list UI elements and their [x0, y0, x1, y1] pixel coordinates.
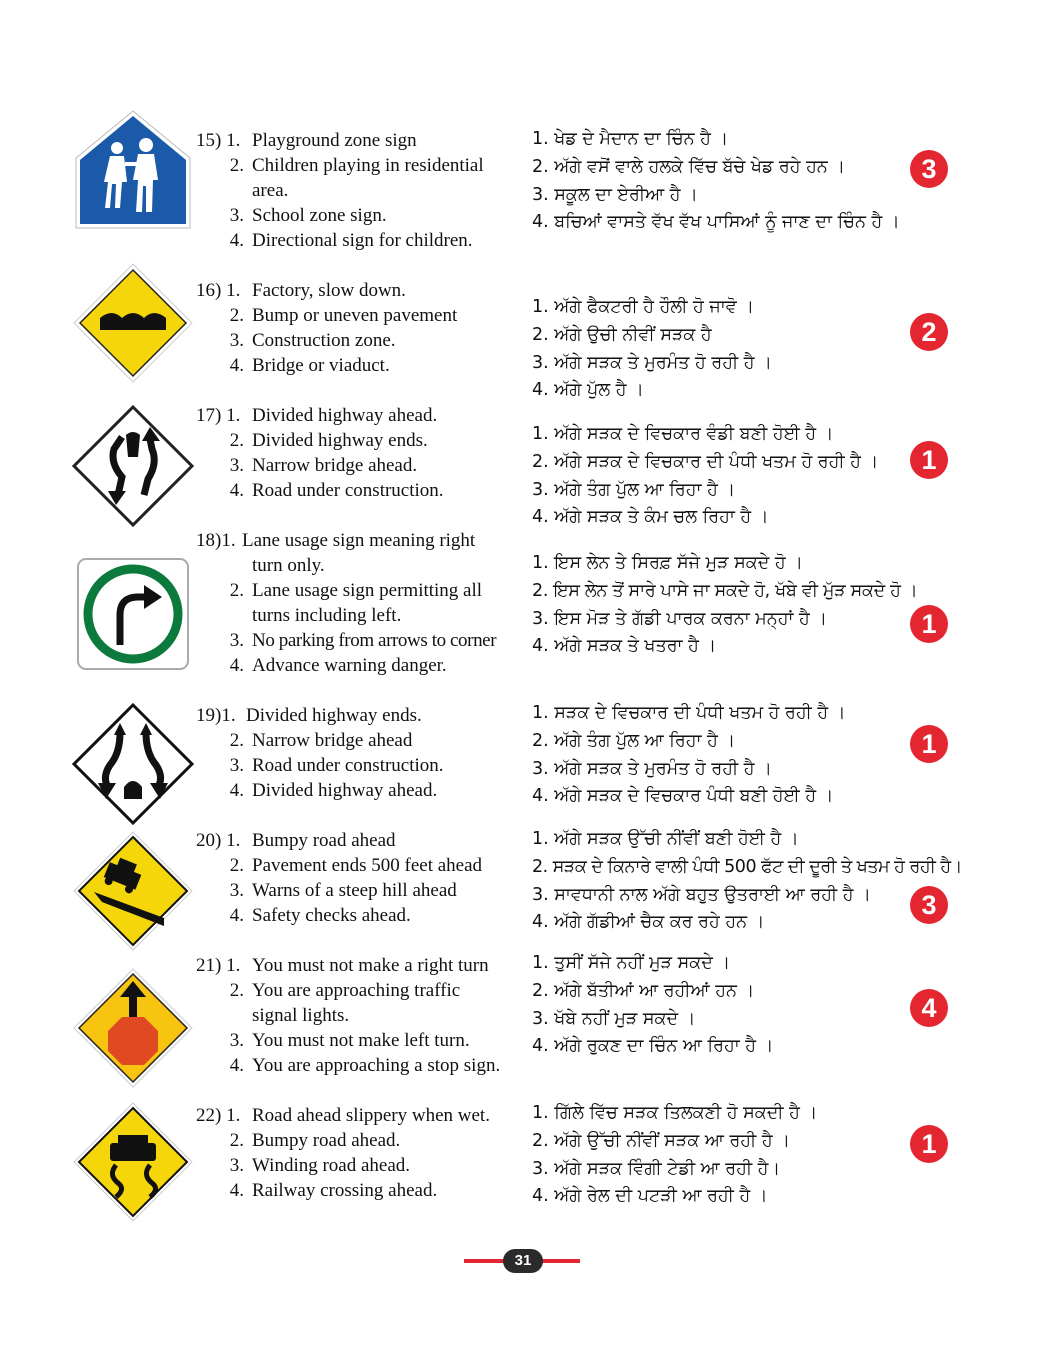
answer-badge: 1: [910, 605, 948, 643]
punjabi-option-3: 3. ਅੱਗੇ ਸੜਕ ਤੇ ਮੁਰਮੰਤ ਹੋ ਰਹੀ ਹੈ ।: [532, 352, 772, 373]
option-3: Narrow bridge ahead.: [252, 455, 418, 476]
option-2-cont: area.: [252, 180, 289, 201]
option-1: Bumpy road ahead: [252, 830, 396, 851]
option-2: Lane usage sign permitting all: [252, 580, 483, 601]
question-label: 15) 1.: [196, 130, 241, 151]
option-1-cont: turn only.: [252, 555, 325, 576]
punjabi-option-3: 3. ਸਕੂਲ ਦਾ ਏਰੀਆ ਹੈ ।: [532, 184, 698, 205]
option-2: Bump or uneven pavement: [252, 305, 458, 326]
option-2: Children playing in residential: [252, 155, 484, 176]
punjabi-option-4: 4. ਅੱਗੇ ਸੜਕ ਦੇ ਵਿਚਕਾਰ ਪੰਧੀ ਬਣੀ ਹੋਈ ਹੈ ।: [532, 786, 834, 807]
option-2: Pavement ends 500 feet ahead: [252, 855, 483, 876]
option-4: Safety checks ahead.: [252, 905, 411, 926]
english-options: 19)1. Divided highway ends. 2. Narrow bridge ahead 3. Road under construction. 4. Divided highway ahead.: [196, 703, 518, 803]
bumpy-road-sign-icon: [72, 262, 194, 384]
steep-hill-sign-icon: [72, 830, 194, 952]
answer-badge: 1: [910, 441, 948, 479]
option-1: Divided highway ahead.: [252, 405, 438, 426]
option-3: Road under construction.: [252, 755, 444, 776]
option-4: Railway crossing ahead.: [252, 1180, 438, 1201]
punjabi-option-4: 4. ਅੱਗੇ ਪੁੱਲ ਹੈ ।: [532, 380, 644, 401]
english-options: 17) 1. Divided highway ahead. 2. Divided highway ends. 3. Narrow bridge ahead. 4. Road under construction.: [196, 403, 518, 503]
punjabi-option-3: 3. ਖੱਬੇ ਨਹੀਂ ਮੁੜ ਸਕਦੇ ।: [532, 1008, 696, 1029]
option-4: Directional sign for children.: [252, 230, 473, 251]
option-1: Divided highway ends.: [246, 705, 422, 726]
option-1: Lane usage sign meaning right: [242, 530, 476, 551]
question-label: 19)1.: [196, 705, 236, 726]
option-4: Road under construction.: [252, 480, 444, 501]
punjabi-option-2: 2. ਅੱਗੇ ਵਸੋਂ ਵਾਲੇ ਹਲਕੇ ਵਿੱਚ ਬੱਚੇ ਖੇਡ ਰਹੇ ਹਨ ।: [532, 156, 846, 177]
question-label: 17) 1.: [196, 405, 241, 426]
english-options: 18)1. Lane usage sign meaning right turn only. 2. Lane usage sign permitting all turns including left. 3. No parking from arrows to corner 4. Advance warning danger.: [196, 528, 518, 678]
punjabi-option-1: 1. ਸੜਕ ਦੇ ਵਿਚਕਾਰ ਦੀ ਪੰਧੀ ਖਤਮ ਹੋ ਰਹੀ ਹੈ ।: [532, 703, 846, 723]
question-label: 20) 1.: [196, 830, 241, 851]
punjabi-option-2: 2. ਅੱਗੇ ਉਚੀ ਨੀਵੀਂ ਸੜਕ ਹੈ: [532, 324, 712, 345]
punjabi-option-1: 1. ਅੱਗੇ ਸੜਕ ਦੇ ਵਿਚਕਾਰ ਵੰਡੀ ਬਣੀ ਹੋਈ ਹੈ ।: [532, 424, 834, 444]
page-number: 31: [503, 1249, 543, 1273]
punjabi-option-2: 2. ਅੱਗੇ ਉੱਚੀ ਨੀਂਵੀਂ ਸੜਕ ਆ ਰਹੀ ਹੈ ।: [532, 1130, 790, 1151]
english-options: 15) 1. Playground zone sign 2. Children playing in residential area. 3. School zone sign. 4. Directional sign for children.: [196, 128, 518, 253]
english-options: 22) 1. Road ahead slippery when wet. 2. Bumpy road ahead. 3. Winding road ahead. 4. Railway crossing ahead.: [196, 1103, 518, 1203]
punjabi-option-1: 1. ਅੱਗੇ ਸੜਕ ਉੱਚੀ ਨੀਂਵੀਂ ਬਣੀ ਹੋਈ ਹੈ ।: [532, 829, 799, 849]
stop-ahead-sign-icon: [72, 967, 194, 1089]
answer-badge: 1: [910, 725, 948, 763]
punjabi-option-1: 1. ਤੁਸੀਂ ਸੱਜੇ ਨਹੀਂ ਮੁੜ ਸਕਦੇ ।: [532, 953, 731, 973]
punjabi-option-3: 3. ਅੱਗੇ ਸੜਕ ਤੇ ਮੁਰਮੰਤ ਹੋ ਰਹੀ ਹੈ ।: [532, 758, 772, 779]
option-1: Factory, slow down.: [252, 280, 406, 301]
question-label: 18)1.: [196, 530, 236, 551]
option-3: You must not make left turn.: [252, 1030, 470, 1051]
punjabi-option-1: 1. ਗਿੱਲੇ ਵਿੱਚ ਸੜਕ ਤਿਲਕਣੀ ਹੋ ਸਕਦੀ ਹੈ ।: [532, 1103, 818, 1123]
punjabi-option-2: 2. ਸੜਕ ਦੇ ਕਿਨਾਰੇ ਵਾਲੀ ਪੰਧੀ 500 ਫੱਟ ਦੀ ਦੂਰੀ ਤੇ ਖਤਮ ਹੋ ਰਹੀ ਹੈ।: [532, 856, 962, 877]
option-3: No parking from arrows to corner: [252, 630, 497, 651]
punjabi-option-4: 4. ਅੱਗੇ ਰੁਕਣ ਦਾ ਚਿੰਨ ਆ ਰਿਹਾ ਹੈ ।: [532, 1036, 774, 1057]
punjabi-option-1: 1. ਖੇਡ ਦੇ ਮੈਦਾਨ ਦਾ ਚਿੰਨ ਹੈ ।: [532, 129, 729, 149]
punjabi-option-2: 2. ਅੱਗੇ ਸੜਕ ਦੇ ਵਿਚਕਾਰ ਦੀ ਪੰਧੀ ਖਤਮ ਹੋ ਰਹੀ ਹੈ ।: [532, 451, 879, 472]
option-2: You are approaching traffic: [252, 980, 461, 1001]
answer-badge: 2: [910, 313, 948, 351]
punjabi-option-2: 2. ਅੱਗੇ ਤੰਗ ਪੁੱਲ ਆ ਰਿਹਾ ਹੈ ।: [532, 730, 736, 751]
option-2-cont: turns including left.: [252, 605, 402, 626]
punjabi-option-1: 1. ਇਸ ਲੇਨ ਤੇ ਸਿਰਫ਼ ਸੱਜੇ ਮੁੜ ਸਕਦੇ ਹੋ ।: [532, 553, 803, 573]
punjabi-option-3: 3. ਸਾਵਧਾਨੀ ਨਾਲ ਅੱਗੇ ਬਹੁਤ ਉਤਰਾਈ ਆ ਰਹੀ ਹੈ ।: [532, 884, 871, 905]
punjabi-option-4: 4. ਅੱਗੇ ਸੜਕ ਤੇ ਕੰਮ ਚਲ ਰਿਹਾ ਹੈ ।: [532, 507, 769, 528]
punjabi-option-3: 3. ਅੱਗੇ ਸੜਕ ਵਿੰਗੀ ਟੇਡੀ ਆ ਰਹੀ ਹੈ।: [532, 1158, 781, 1179]
option-4: You are approaching a stop sign.: [252, 1055, 501, 1076]
option-1: Playground zone sign: [252, 130, 417, 151]
question-label: 22) 1.: [196, 1105, 241, 1126]
punjabi-option-2: 2. ਇਸ ਲੇਨ ਤੋਂ ਸਾਰੇ ਪਾਸੇ ਜਾ ਸਕਦੇ ਹੋ, ਖੱਬੇ ਵੀ ਮੁੱੜ ਸਕਦੇ ਹੋ ।: [532, 580, 918, 601]
answer-badge: 1: [910, 1125, 948, 1163]
divided-highway-sign-icon: [72, 405, 194, 527]
option-1: You must not make a right turn: [252, 955, 489, 976]
punjabi-option-4: 4. ਬਚਿਆਂ ਵਾਸਤੇ ਵੱਖ ਵੱਖ ਪਾਸਿਆਂ ਨੂੰ ਜਾਣ ਦਾ ਚਿੰਨ ਹੈ ।: [532, 212, 900, 233]
option-2: Narrow bridge ahead: [252, 730, 413, 751]
option-2-cont: signal lights.: [252, 1005, 350, 1026]
right-turn-only-sign-icon: [72, 553, 194, 675]
english-options: 20) 1. Bumpy road ahead 2. Pavement ends 500 feet ahead 3. Warns of a steep hill ahead 4. Safety checks ahead.: [196, 828, 518, 928]
option-4: Advance warning danger.: [252, 655, 447, 676]
punjabi-option-4: 4. ਅੱਗੇ ਰੇਲ ਦੀ ਪਟੜੀ ਆ ਰਹੀ ਹੈ ।: [532, 1186, 768, 1207]
school-crossing-sign-icon: [72, 108, 194, 230]
punjabi-option-2: 2. ਅੱਗੇ ਬੱਤੀਆਂ ਆ ਰਹੀਆਂ ਹਨ ।: [532, 980, 755, 1001]
punjabi-option-4: 4. ਅੱਗੇ ਗੱਡੀਆਂ ਚੈਕ ਕਰ ਰਹੇ ਹਨ ।: [532, 912, 765, 933]
punjabi-option-1: 1. ਅੱਗੇ ਫੈਕਟਰੀ ਹੈ ਹੌਲੀ ਹੋ ਜਾਵੋ ।: [532, 297, 755, 317]
option-4: Divided highway ahead.: [252, 780, 438, 801]
option-2: Bumpy road ahead.: [252, 1130, 401, 1151]
punjabi-option-3: 3. ਅੱਗੇ ਤੰਗ ਪੁੱਲ ਆ ਰਿਹਾ ਹੈ ।: [532, 479, 736, 500]
question-label: 16) 1.: [196, 280, 241, 301]
question-label: 21) 1.: [196, 955, 241, 976]
answer-badge: 3: [910, 886, 948, 924]
divided-highway-ends-sign-icon: [72, 703, 194, 825]
option-2: Divided highway ends.: [252, 430, 428, 451]
option-3: Warns of a steep hill ahead: [252, 880, 457, 901]
punjabi-option-3: 3. ਇਸ ਮੋੜ ਤੇ ਗੱਡੀ ਪਾਰਕ ਕਰਨਾ ਮਨ੍ਹਾਂ ਹੈ ।: [532, 608, 828, 629]
option-3: Winding road ahead.: [252, 1155, 411, 1176]
english-options: 16) 1. Factory, slow down. 2. Bump or uneven pavement 3. Construction zone. 4. Bridge or viaduct.: [196, 278, 518, 378]
option-3: Construction zone.: [252, 330, 396, 351]
option-4: Bridge or viaduct.: [252, 355, 390, 376]
english-options: 21) 1. You must not make a right turn 2. You are approaching traffic signal lights. 3. You must not make left turn. 4. You are approaching a stop sign.: [196, 953, 518, 1078]
answer-badge: 4: [910, 989, 948, 1027]
slippery-road-sign-icon: [72, 1101, 194, 1223]
punjabi-option-4: 4. ਅੱਗੇ ਸੜਕ ਤੇ ਖਤਰਾ ਹੈ ।: [532, 636, 717, 657]
option-3: School zone sign.: [252, 205, 387, 226]
option-1: Road ahead slippery when wet.: [252, 1105, 490, 1126]
answer-badge: 3: [910, 150, 948, 188]
